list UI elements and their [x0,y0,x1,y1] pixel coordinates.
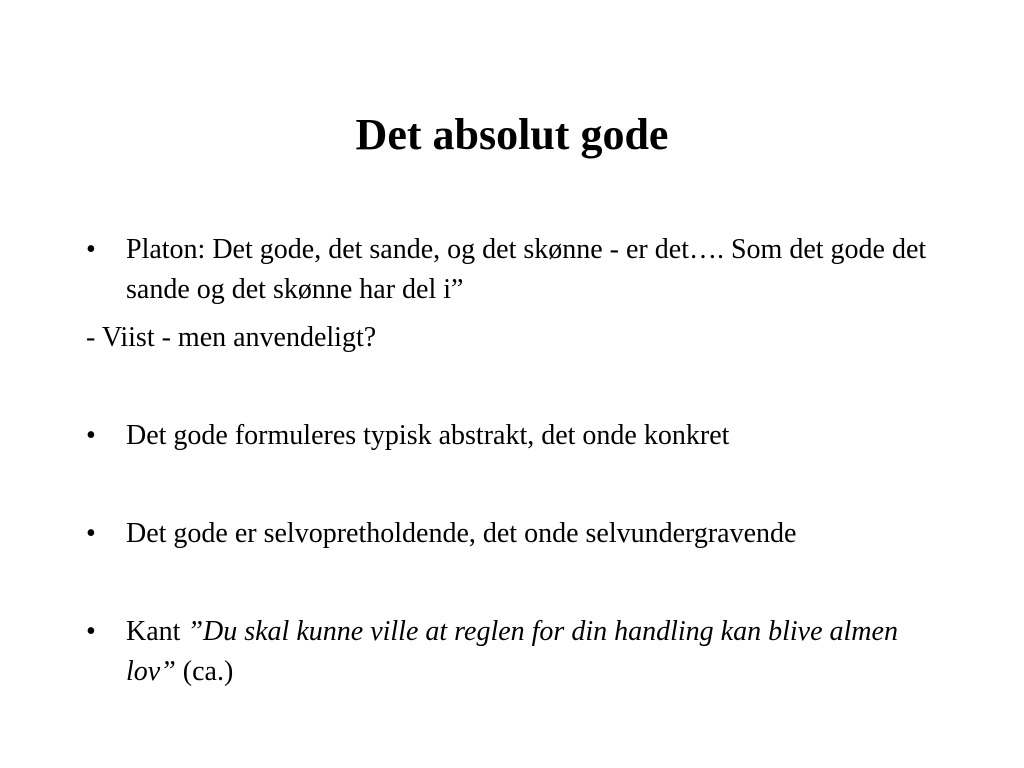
kant-quote: ”Du skal kunne ville at reglen for din handling kan blive almen lov” [126,616,898,687]
dash-line: - Viist - men anvendeligt? [86,322,377,353]
bullet-dot-icon: • [86,420,96,451]
bullet-dot-icon: • [86,234,96,265]
bullet-text: Det gode formuleres typisk abstrakt, det onde konkret [126,420,730,451]
bullet-text: Platon: Det gode, det sande, og det skønne - er det…. Som det gode det sande og det skønne har del i” [126,234,927,305]
slide-body [86,230,946,692]
bullet-item-abstrakt [86,416,946,456]
bullet-item-selvopretholdende [86,514,946,554]
bullet-item-kant [86,612,946,692]
bullet-text: Det gode er selvopretholdende, det onde selvundergravende [126,518,797,549]
bullet-dot-icon: • [86,518,96,549]
slide-title: Det absolut gode [355,110,669,159]
kant-suffix: (ca.) [175,656,234,687]
kant-prefix: Kant [126,616,188,647]
bullet-text-kant [126,616,898,687]
bullet-item-platon [86,230,946,310]
bullet-dot-icon: • [86,616,96,647]
